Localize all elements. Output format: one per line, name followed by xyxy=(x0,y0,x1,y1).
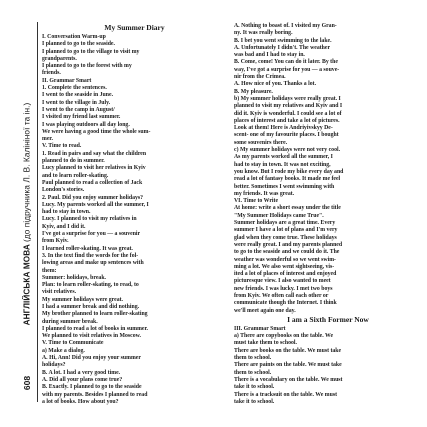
text-line: glad when they come true. These holidays xyxy=(234,234,337,241)
text-line: "My Summer Holidays came True". xyxy=(234,212,324,219)
text-line: new friends. I was lucky. I met two boys xyxy=(234,285,333,292)
text-line: from Kyiv. We often call each other or xyxy=(234,292,329,299)
text-line: I had a summer break and did nothing. xyxy=(42,303,140,310)
text-line: Summer: holidays, break. xyxy=(42,274,106,281)
text-line: visit relatives. xyxy=(42,289,77,296)
text-line: I planned to go to the village to visit my xyxy=(42,48,140,55)
text-line: London's stories. xyxy=(42,187,85,194)
text-line: I went to the village in July. xyxy=(42,99,111,106)
text-line: take it to school. xyxy=(234,398,275,405)
text-line: to go to the seaside and we could do it. The xyxy=(234,249,340,256)
text-line: picturesque view. I also wanted to meet xyxy=(234,278,331,285)
text-line: had to stay in town. It was not exciting, xyxy=(234,161,331,168)
text-line: I was playing outdoors all day long. xyxy=(42,121,130,128)
text-line: 2. Paul. Did you enjoy summer holidays? xyxy=(42,194,144,201)
page-number-text: 608 xyxy=(22,375,32,391)
text-line: b) My summer holidays were really great. I xyxy=(234,95,341,102)
left-column-lines xyxy=(42,34,227,406)
text-line: grandparents. xyxy=(42,55,77,62)
text-line: A. Did all your plans come true? xyxy=(42,376,123,383)
text-line: places of interest and take a lot of pictures. xyxy=(234,117,340,124)
text-line: As my parents worked all the summer, I xyxy=(234,154,333,161)
left-column xyxy=(42,23,227,406)
text-line: A. How nice of you. Thanks a lot. xyxy=(234,81,317,88)
text-line: them to school. xyxy=(234,355,272,362)
text-line: a) Make a dialog. xyxy=(42,347,85,354)
text-line: B. Exactly. I planned to go to the seaside xyxy=(42,384,142,391)
text-line: way, I've got a surprise for you — a souve- xyxy=(234,66,340,73)
text-line: communicate though the Internet. I think xyxy=(234,300,337,307)
text-line: did it. Kyiv is wonderful. I could see a lot of xyxy=(234,110,342,117)
text-line: There are paints on the table. We must take xyxy=(234,362,342,369)
text-line: must take them to school. xyxy=(234,340,297,347)
text-line: ited a lot of places of interest and enjoyed xyxy=(234,271,337,278)
text-line: A. Nothing to boast of. I visited my Gran- xyxy=(234,23,337,29)
text-line: planned to visit my relatives and Kyiv and I xyxy=(234,103,343,110)
text-line: I planned to go to the seaside. xyxy=(42,41,115,48)
side-header-sub: (до підручника Л. В. Калініної та ін.) xyxy=(22,102,32,242)
text-line: them: xyxy=(42,267,57,274)
text-line: B. Come, come! You can do it later. By the xyxy=(234,59,338,66)
text-line: during summer break. xyxy=(42,318,98,325)
text-line: I visited my friend last summer. xyxy=(42,114,121,121)
text-line: mer. xyxy=(42,136,53,143)
text-line: with my parents. Besides I planned to read xyxy=(42,391,148,398)
side-header xyxy=(21,38,33,390)
text-line: At home: write a short essay under the title xyxy=(234,205,341,212)
text-line: them to school. xyxy=(234,369,272,376)
text-line: I went to the camp in August/ xyxy=(42,106,115,113)
margin-rule xyxy=(37,22,38,402)
text-line: my friends. It was great. xyxy=(234,190,295,197)
text-line: I planned to read a lot of books in summer. xyxy=(42,325,148,332)
text-line: c) My summer holidays were not very cool. xyxy=(234,147,341,154)
text-line: V. Time to Communicate xyxy=(42,340,104,347)
text-line: We planned to visit relatives in Moscow. xyxy=(42,333,141,340)
text-line: lowing areas and make up sentences with xyxy=(42,260,144,267)
text-line: weather was wonderful so we went swim- xyxy=(234,256,336,263)
text-line: Plan: to learn roller-skating, to read, to xyxy=(42,282,139,289)
text-line: nir from the Crimea. xyxy=(234,74,286,81)
text-line: read a lot of fantasy books. It made me feel xyxy=(234,176,341,183)
text-line: B. I bet you went swimming to the lake. xyxy=(234,37,332,44)
text-line: Kyiv, and I did it. xyxy=(42,223,86,230)
text-line: 1. Complete the sentences. xyxy=(42,85,107,92)
text-line: a) There are copybooks on the table. We xyxy=(234,333,334,340)
text-line: Lucy. My parents worked all the summer, I xyxy=(42,201,149,208)
text-line: I've got a surprise for you — a souvenir xyxy=(42,231,141,238)
text-line: a lot of books. How about you? xyxy=(42,398,119,405)
text-line: ming a lot. We also went sightseeing, vis- xyxy=(234,263,335,270)
text-line: summer I have a lot of plans and I'm very xyxy=(234,227,338,234)
text-line: Lucy planned to visit her relatives in Kyiv xyxy=(42,165,146,172)
text-line: Paul planned to read a collection of Jack xyxy=(42,179,143,186)
text-line: had to stay in town. xyxy=(42,209,91,216)
text-line: we'll meet again one day. xyxy=(234,307,296,314)
text-line: and to learn roller-skating. xyxy=(42,172,109,179)
side-header-main: АНГЛІЙСЬКА МОВА xyxy=(22,244,32,326)
text-line: from Kyiv. xyxy=(42,238,69,245)
text-line: V. Time to read. xyxy=(42,143,82,150)
text-line: take it to school. xyxy=(234,384,275,391)
text-line: Look at them! Here is Andriyivskyy De- xyxy=(234,125,333,132)
text-line: B. My pleasure. xyxy=(234,88,273,95)
text-line: I planned to go to the forest with my xyxy=(42,63,132,70)
text-line: B. A lot. I had a very good time. xyxy=(42,369,121,376)
section-title-sixth-former: I am a Sixth Former Now xyxy=(287,314,369,324)
text-line: were really great. I and my parents planned xyxy=(234,241,343,248)
text-line: ny. It was really boring. xyxy=(234,30,293,37)
text-line: some souvenirs there. xyxy=(234,139,288,146)
text-line: There is a vocabulary on the table. We must xyxy=(234,376,343,383)
text-line: A. Unfortunately I didn't. The weather xyxy=(234,44,331,51)
right-column-lines-2 xyxy=(234,326,422,406)
diary-title: My Summer Diary xyxy=(104,23,165,32)
right-column-lines xyxy=(234,23,422,315)
text-line: I. Conversation Warm-up xyxy=(42,34,106,40)
text-line: scent- one of my favourite places. I bought xyxy=(234,132,339,139)
text-line: A. Hi, Ann! Did you enjoy your summer xyxy=(42,355,141,362)
text-line: There is a tracksuit on the table. We must xyxy=(234,391,338,398)
text-line: There are books on the table. We must take xyxy=(234,347,342,354)
text-line: My summer holidays were great. xyxy=(42,296,123,303)
text-line: My brother planned to learn roller-skating xyxy=(42,311,148,318)
text-line: VI. Time to Write xyxy=(234,198,279,205)
text-line: I went to the seaside in June. xyxy=(42,92,114,99)
text-line: planned to do in summer. xyxy=(42,158,105,165)
text-line: better. Sometimes I went swimming with xyxy=(234,183,335,190)
text-line: 1. Read in pairs and say what the children xyxy=(42,150,147,157)
text-line: 3. In the text find the words for the fol- xyxy=(42,252,139,259)
text-line: Summer holidays are a great time. Every xyxy=(234,220,336,227)
text-line: was bad and I had to stay in. xyxy=(234,52,305,59)
text-line: We were having a good time the whole sum- xyxy=(42,128,151,135)
text-line: Lucy. I planned to visit my relatives in xyxy=(42,216,137,223)
text-line: II. Grammar Smart xyxy=(42,77,92,84)
text-line: holidays? xyxy=(42,362,66,369)
text-line: you know. But I rode my bike every day and xyxy=(234,168,344,175)
right-column xyxy=(234,23,422,406)
side-header-title xyxy=(23,103,32,326)
text-line: III. Grammar Smart xyxy=(234,325,286,332)
text-line: I learned roller-skating. It was great. xyxy=(42,245,133,252)
page-number xyxy=(20,376,34,390)
text-line: friends. xyxy=(42,70,61,77)
